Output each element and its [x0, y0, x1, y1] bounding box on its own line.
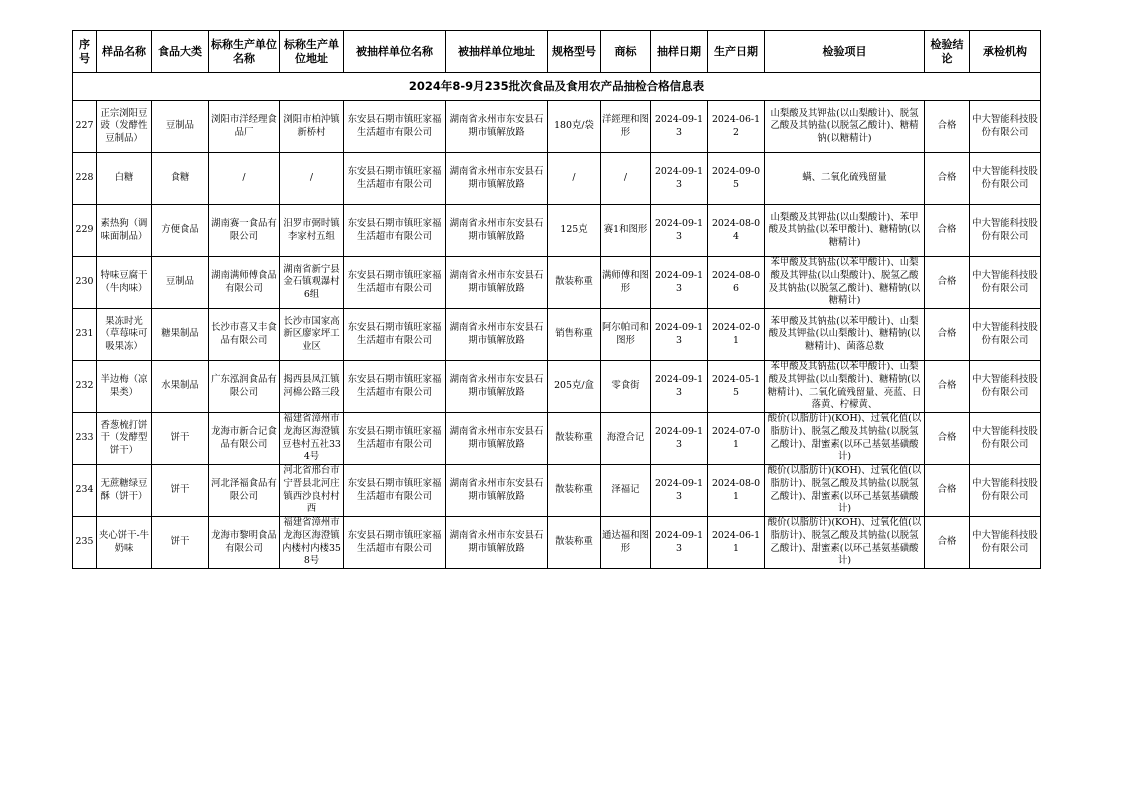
row-number-cell: 227 [73, 101, 97, 153]
manufacturer-address-cell: 湖南省新宁县金石镇观瀑村6组 [280, 257, 344, 309]
sample-name-cell: 白糖 [97, 153, 152, 205]
test-items-cell: 苯甲酸及其钠盐(以苯甲酸计)、山梨酸及其钾盐(以山梨酸计)、脱氢乙酸及其钠盐(以脱氢乙酸计)、糖精钠(以糖精计) [765, 257, 925, 309]
sampling-date-cell: 2024-09-13 [651, 153, 708, 205]
row-number-cell: 233 [73, 413, 97, 465]
trademark-cell: 满师傅和图形 [601, 257, 651, 309]
sampled-unit-name-cell: 东安县石期市镇旺家福生活超市有限公司 [344, 153, 446, 205]
manufacturer-address-cell: 长沙市国家高新区廖家坪工业区 [280, 309, 344, 361]
manufacturer-address-cell: 汨罗市弼时镇李家村五组 [280, 205, 344, 257]
spec-cell: 180克/袋 [548, 101, 601, 153]
test-result-cell: 合格 [925, 309, 970, 361]
sampled-unit-address-cell: 湖南省永州市东安县石期市镇解放路 [446, 257, 548, 309]
test-result-cell: 合格 [925, 517, 970, 569]
inspection-table [72, 30, 1041, 569]
trademark-cell: 赛1和图形 [601, 205, 651, 257]
sampled-unit-address-cell: 湖南省永州市东安县石期市镇解放路 [446, 361, 548, 413]
sample-name-cell: 素热狗（调味面制品） [97, 205, 152, 257]
trademark-cell: 海澄合记 [601, 413, 651, 465]
table-row [73, 153, 1041, 205]
table-body [73, 101, 1041, 569]
sample-name-cell: 香葱梳打饼干（发酵型饼干） [97, 413, 152, 465]
table-row [73, 101, 1041, 153]
spec-cell: 散装称重 [548, 413, 601, 465]
testing-agency-cell: 中大智能科技股份有限公司 [970, 101, 1041, 153]
sample-name-cell: 半边梅（凉果类） [97, 361, 152, 413]
manufacturer-address-cell: 揭西县凤江镇河棉公路三段 [280, 361, 344, 413]
production-date-cell: 2024-09-05 [708, 153, 765, 205]
table-row [73, 517, 1041, 569]
sampled-unit-name-cell: 东安县石期市镇旺家福生活超市有限公司 [344, 205, 446, 257]
production-date-cell: 2024-08-04 [708, 205, 765, 257]
row-number-cell: 230 [73, 257, 97, 309]
sampling-date-cell: 2024-09-13 [651, 205, 708, 257]
sampling-date-cell: 2024-09-13 [651, 309, 708, 361]
column-header: 序号 [73, 31, 97, 73]
column-header: 生产日期 [708, 31, 765, 73]
food-category-cell: 食糖 [152, 153, 209, 205]
food-category-cell: 饼干 [152, 517, 209, 569]
row-number-cell: 231 [73, 309, 97, 361]
manufacturer-address-cell: 福建省漳州市龙海区海澄镇豆巷村五社334号 [280, 413, 344, 465]
production-date-cell: 2024-02-01 [708, 309, 765, 361]
row-number-cell: 234 [73, 465, 97, 517]
sampled-unit-name-cell: 东安县石期市镇旺家福生活超市有限公司 [344, 361, 446, 413]
manufacturer-name-cell: 龙海市黎明食品有限公司 [209, 517, 280, 569]
manufacturer-name-cell: 河北泽福食品有限公司 [209, 465, 280, 517]
manufacturer-name-cell: 湖南赛一食品有限公司 [209, 205, 280, 257]
spec-cell: 205克/盒 [548, 361, 601, 413]
sampled-unit-name-cell: 东安县石期市镇旺家福生活超市有限公司 [344, 413, 446, 465]
sampled-unit-address-cell: 湖南省永州市东安县石期市镇解放路 [446, 309, 548, 361]
sampled-unit-address-cell: 湖南省永州市东安县石期市镇解放路 [446, 413, 548, 465]
sampled-unit-name-cell: 东安县石期市镇旺家福生活超市有限公司 [344, 101, 446, 153]
test-result-cell: 合格 [925, 465, 970, 517]
table-row [73, 413, 1041, 465]
table-title: 2024年8-9月235批次食品及食用农产品抽检合格信息表 [73, 73, 1041, 101]
header-row [73, 31, 1041, 73]
sampled-unit-name-cell: 东安县石期市镇旺家福生活超市有限公司 [344, 309, 446, 361]
production-date-cell: 2024-06-12 [708, 101, 765, 153]
sample-name-cell: 夹心饼干-牛奶味 [97, 517, 152, 569]
column-header: 检验项目 [765, 31, 925, 73]
inspection-sheet [72, 30, 1041, 569]
production-date-cell: 2024-07-01 [708, 413, 765, 465]
trademark-cell: 洋經理和图形 [601, 101, 651, 153]
trademark-cell: 阿尔帕司和图形 [601, 309, 651, 361]
manufacturer-address-cell: / [280, 153, 344, 205]
food-category-cell: 糖果制品 [152, 309, 209, 361]
testing-agency-cell: 中大智能科技股份有限公司 [970, 257, 1041, 309]
test-items-cell: 山梨酸及其钾盐(以山梨酸计)、脱氢乙酸及其钠盐(以脱氢乙酸计)、糖精钠(以糖精计) [765, 101, 925, 153]
manufacturer-name-cell: 广东泓润食品有限公司 [209, 361, 280, 413]
table-row [73, 257, 1041, 309]
table-row [73, 205, 1041, 257]
column-header: 食品大类 [152, 31, 209, 73]
food-category-cell: 饼干 [152, 413, 209, 465]
row-number-cell: 232 [73, 361, 97, 413]
food-category-cell: 方便食品 [152, 205, 209, 257]
column-header: 样品名称 [97, 31, 152, 73]
testing-agency-cell: 中大智能科技股份有限公司 [970, 361, 1041, 413]
sampled-unit-address-cell: 湖南省永州市东安县石期市镇解放路 [446, 153, 548, 205]
sample-name-cell: 正宗浏阳豆豉（发酵性豆制品） [97, 101, 152, 153]
column-header: 承检机构 [970, 31, 1041, 73]
test-result-cell: 合格 [925, 101, 970, 153]
sampling-date-cell: 2024-09-13 [651, 413, 708, 465]
test-items-cell: 山梨酸及其钾盐(以山梨酸计)、苯甲酸及其钠盐(以苯甲酸计)、糖精钠(以糖精计) [765, 205, 925, 257]
spec-cell: 散装称重 [548, 465, 601, 517]
table-row [73, 361, 1041, 413]
spec-cell: / [548, 153, 601, 205]
column-header: 标称生产单位名称 [209, 31, 280, 73]
spec-cell: 125克 [548, 205, 601, 257]
test-items-cell: 酸价(以脂肪计)(KOH)、过氧化值(以脂肪计)、脱氢乙酸及其钠盐(以脱氢乙酸计)、甜蜜素(以环己基氨基磺酸计) [765, 413, 925, 465]
spec-cell: 销售称重 [548, 309, 601, 361]
sampled-unit-name-cell: 东安县石期市镇旺家福生活超市有限公司 [344, 517, 446, 569]
sampled-unit-address-cell: 湖南省永州市东安县石期市镇解放路 [446, 101, 548, 153]
column-header: 规格型号 [548, 31, 601, 73]
column-header: 检验结论 [925, 31, 970, 73]
spec-cell: 散装称重 [548, 517, 601, 569]
food-category-cell: 水果制品 [152, 361, 209, 413]
row-number-cell: 228 [73, 153, 97, 205]
production-date-cell: 2024-06-11 [708, 517, 765, 569]
sampling-date-cell: 2024-09-13 [651, 517, 708, 569]
trademark-cell: 通达福和图形 [601, 517, 651, 569]
column-header: 抽样日期 [651, 31, 708, 73]
production-date-cell: 2024-08-01 [708, 465, 765, 517]
row-number-cell: 235 [73, 517, 97, 569]
testing-agency-cell: 中大智能科技股份有限公司 [970, 205, 1041, 257]
test-result-cell: 合格 [925, 361, 970, 413]
test-items-cell: 螨、二氧化硫残留量 [765, 153, 925, 205]
trademark-cell: 泽福记 [601, 465, 651, 517]
column-header: 被抽样单位地址 [446, 31, 548, 73]
manufacturer-address-cell: 福建省漳州市龙海区海澄镇内楼村内楼358号 [280, 517, 344, 569]
column-header: 标称生产单位地址 [280, 31, 344, 73]
manufacturer-name-cell: 长沙市喜又丰食品有限公司 [209, 309, 280, 361]
column-header: 被抽样单位名称 [344, 31, 446, 73]
sampled-unit-address-cell: 湖南省永州市东安县石期市镇解放路 [446, 517, 548, 569]
test-items-cell: 苯甲酸及其钠盐(以苯甲酸计)、山梨酸及其钾盐(以山梨酸计)、糖精钠(以糖精计)、菌落总数 [765, 309, 925, 361]
column-header: 商标 [601, 31, 651, 73]
manufacturer-address-cell: 浏阳市柏沖镇新桥村 [280, 101, 344, 153]
manufacturer-address-cell: 河北省邢台市宁晋县北河庄镇西沙良村村西 [280, 465, 344, 517]
sampling-date-cell: 2024-09-13 [651, 361, 708, 413]
sampled-unit-address-cell: 湖南省永州市东安县石期市镇解放路 [446, 205, 548, 257]
manufacturer-name-cell: 浏阳市洋经理食品厂 [209, 101, 280, 153]
manufacturer-name-cell: 龙海市新合记食品有限公司 [209, 413, 280, 465]
production-date-cell: 2024-08-06 [708, 257, 765, 309]
testing-agency-cell: 中大智能科技股份有限公司 [970, 517, 1041, 569]
sample-name-cell: 无蔗糖绿豆酥（饼干） [97, 465, 152, 517]
test-result-cell: 合格 [925, 153, 970, 205]
food-category-cell: 饼干 [152, 465, 209, 517]
manufacturer-name-cell: 湖南满师傅食品有限公司 [209, 257, 280, 309]
test-items-cell: 酸价(以脂肪计)(KOH)、过氧化值(以脂肪计)、脱氢乙酸及其钠盐(以脱氢乙酸计)、甜蜜素(以环己基氨基磺酸计) [765, 517, 925, 569]
trademark-cell: 零食街 [601, 361, 651, 413]
sampled-unit-name-cell: 东安县石期市镇旺家福生活超市有限公司 [344, 465, 446, 517]
food-category-cell: 豆制品 [152, 257, 209, 309]
sampled-unit-name-cell: 东安县石期市镇旺家福生活超市有限公司 [344, 257, 446, 309]
testing-agency-cell: 中大智能科技股份有限公司 [970, 413, 1041, 465]
test-result-cell: 合格 [925, 413, 970, 465]
spec-cell: 散装称重 [548, 257, 601, 309]
test-items-cell: 酸价(以脂肪计)(KOH)、过氧化值(以脂肪计)、脱氢乙酸及其钠盐(以脱氢乙酸计)、甜蜜素(以环己基氨基磺酸计) [765, 465, 925, 517]
row-number-cell: 229 [73, 205, 97, 257]
production-date-cell: 2024-05-15 [708, 361, 765, 413]
sample-name-cell: 果冻时光（草莓味可吸果冻） [97, 309, 152, 361]
test-items-cell: 苯甲酸及其钠盐(以苯甲酸计)、山梨酸及其钾盐(以山梨酸计)、糖精钠(以糖精计)、二氧化硫残留量、亮蓝、日落黄、柠檬黄、 [765, 361, 925, 413]
testing-agency-cell: 中大智能科技股份有限公司 [970, 309, 1041, 361]
sampling-date-cell: 2024-09-13 [651, 257, 708, 309]
table-row [73, 465, 1041, 517]
testing-agency-cell: 中大智能科技股份有限公司 [970, 465, 1041, 517]
test-result-cell: 合格 [925, 205, 970, 257]
sampling-date-cell: 2024-09-13 [651, 101, 708, 153]
sampling-date-cell: 2024-09-13 [651, 465, 708, 517]
testing-agency-cell: 中大智能科技股份有限公司 [970, 153, 1041, 205]
table-row [73, 309, 1041, 361]
food-category-cell: 豆制品 [152, 101, 209, 153]
sample-name-cell: 特味豆腐干（牛肉味） [97, 257, 152, 309]
test-result-cell: 合格 [925, 257, 970, 309]
sampled-unit-address-cell: 湖南省永州市东安县石期市镇解放路 [446, 465, 548, 517]
manufacturer-name-cell: / [209, 153, 280, 205]
trademark-cell: / [601, 153, 651, 205]
